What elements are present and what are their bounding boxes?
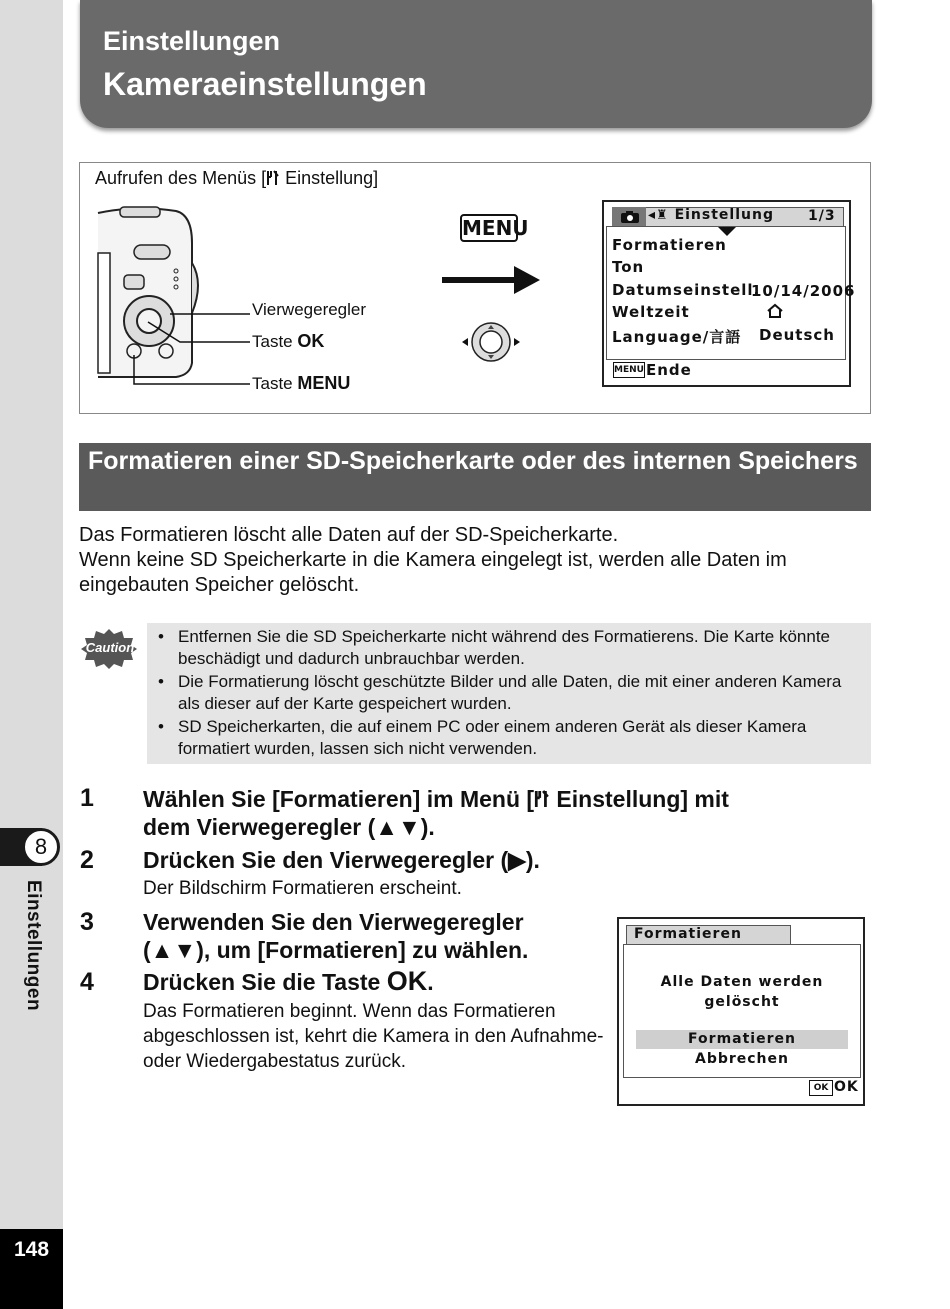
chapter-number: 8 [22, 828, 60, 866]
format-message-1: Alle Daten werden [660, 974, 824, 990]
menu-access-title [95, 168, 378, 189]
caution-bullet-2: Die Formatierung löscht geschützte Bilder und alle Daten, die mit einer anderen Kamera als dieser auf der Karte gespeichert wurden. [178, 672, 842, 713]
lcd-tab-title-text: Einstellung [674, 207, 774, 223]
lcd-item-date: Datumseinstell. [612, 281, 761, 299]
lcd-footer-menu-key: MENU [613, 362, 645, 378]
step-1-text-post: Einstellung] mit [550, 786, 729, 812]
page-header [80, 0, 872, 128]
format-ok-label: OK [834, 1079, 859, 1095]
lcd-item-worldtime: Weltzeit [612, 303, 690, 321]
step-4-text-pre: Drücken Sie die Taste [143, 969, 387, 995]
lcd-item-formatieren: Formatieren [612, 236, 727, 254]
caution-bullet-3: SD Speicherkarten, die auf einem PC oder einem anderen Gerät als dieser Kamera formatiert wurden, lassen sich nicht verwenden. [178, 717, 807, 758]
four-way-controller-icon [460, 320, 522, 364]
step-4-ok-key: OK [386, 966, 428, 996]
step-4-text [143, 967, 434, 996]
menu-access-title-pre: Aufrufen des Menüs [ [95, 168, 267, 188]
label-ok-pre: Taste [252, 332, 298, 351]
step-2-sub: Der Bildschirm Formatieren erscheint. [143, 878, 462, 899]
step-3-number: 3 [80, 908, 94, 936]
lcd-item-date-value: 10/14/2006 [751, 282, 856, 300]
callout-lines [120, 300, 250, 385]
bullet-marker: • [158, 717, 164, 736]
step-4-text-post: . [427, 969, 434, 995]
wrench-icon [266, 170, 280, 186]
lcd-tab-title: ◂♜ Einstellung [648, 207, 774, 223]
caution-bullet-1: Entfernen Sie die SD Speicherkarte nicht während des Formatierens. Die Karte könnte beschädigt und dadurch unbrauchbar werden. [178, 627, 831, 668]
lcd-item-language-value: Deutsch [759, 326, 835, 344]
lcd-item-ton: Ton [612, 258, 645, 276]
step-4-sub: Das Formatieren beginnt. Wenn das Formatieren abgeschlossen ist, kehrt die Kamera in den Aufnahme- oder Wiedergabestatus zurück. [143, 1001, 604, 1072]
format-ok-key-icon: OK [809, 1080, 833, 1096]
step-2-number: 2 [80, 846, 94, 874]
step-1-line-1 [143, 785, 863, 813]
chapter-label: Einstellungen [23, 880, 44, 1012]
lcd-page-indicator: 1/3 [808, 208, 836, 224]
caution-badge-label: Caution [85, 640, 135, 655]
right-arrow-icon [442, 264, 542, 296]
lcd-footer-label: Ende [646, 361, 692, 379]
page-title: Kameraeinstellungen [103, 66, 427, 102]
label-menu-pre: Taste [252, 374, 298, 393]
format-option-formatieren[interactable]: Formatieren [688, 1031, 796, 1047]
step-4-number: 4 [80, 968, 94, 996]
chapter-label-container [22, 880, 52, 1040]
bullet-marker: • [158, 672, 164, 691]
menu-button-icon: MENU [462, 216, 529, 240]
header-subtitle: Einstellungen [103, 26, 281, 56]
step-1-line-2: dem Vierwegeregler (▲▼). [143, 814, 435, 840]
wrench-icon [534, 789, 550, 809]
home-icon [766, 303, 784, 319]
menu-access-title-post: Einstellung] [280, 168, 379, 188]
lcd-item-language: Language/言語 [612, 328, 742, 346]
format-message-2: gelöscht [704, 994, 780, 1010]
step-3-line-1: Verwenden Sie den Vierwegeregler [143, 909, 524, 935]
section-title: Formatieren einer SD-Speicherkarte oder des internen Speichers [88, 447, 858, 475]
chapter-sidebar [0, 0, 63, 1309]
label-ok [252, 331, 324, 352]
label-four-way: Vierwegeregler [252, 300, 367, 319]
step-3-line-2: (▲▼), um [Formatieren] zu wählen. [143, 937, 529, 963]
bullet-marker: • [158, 627, 164, 646]
intro-paragraph-2: Wenn keine SD Speicherkarte in die Kamera eingelegt ist, werden alle Daten im eingebauten Speicher gelöscht. [79, 549, 787, 596]
label-ok-key: OK [297, 331, 325, 351]
step-2-text: Drücken Sie den Vierwegeregler (▶). [143, 847, 540, 873]
camera-icon [620, 210, 640, 224]
format-option-abbrechen[interactable]: Abbrechen [694, 1051, 789, 1067]
step-1-text-pre: Wählen Sie [Formatieren] im Menü [ [143, 786, 535, 812]
intro-paragraph-1: Das Formatieren löscht alle Daten auf der SD-Speicherkarte. [79, 524, 619, 546]
format-tab-title: Formatieren [634, 926, 742, 942]
label-menu-key: MENU [297, 373, 351, 393]
step-1-number: 1 [80, 784, 94, 812]
label-menu [252, 373, 350, 394]
page-number: 148 [13, 1238, 50, 1261]
